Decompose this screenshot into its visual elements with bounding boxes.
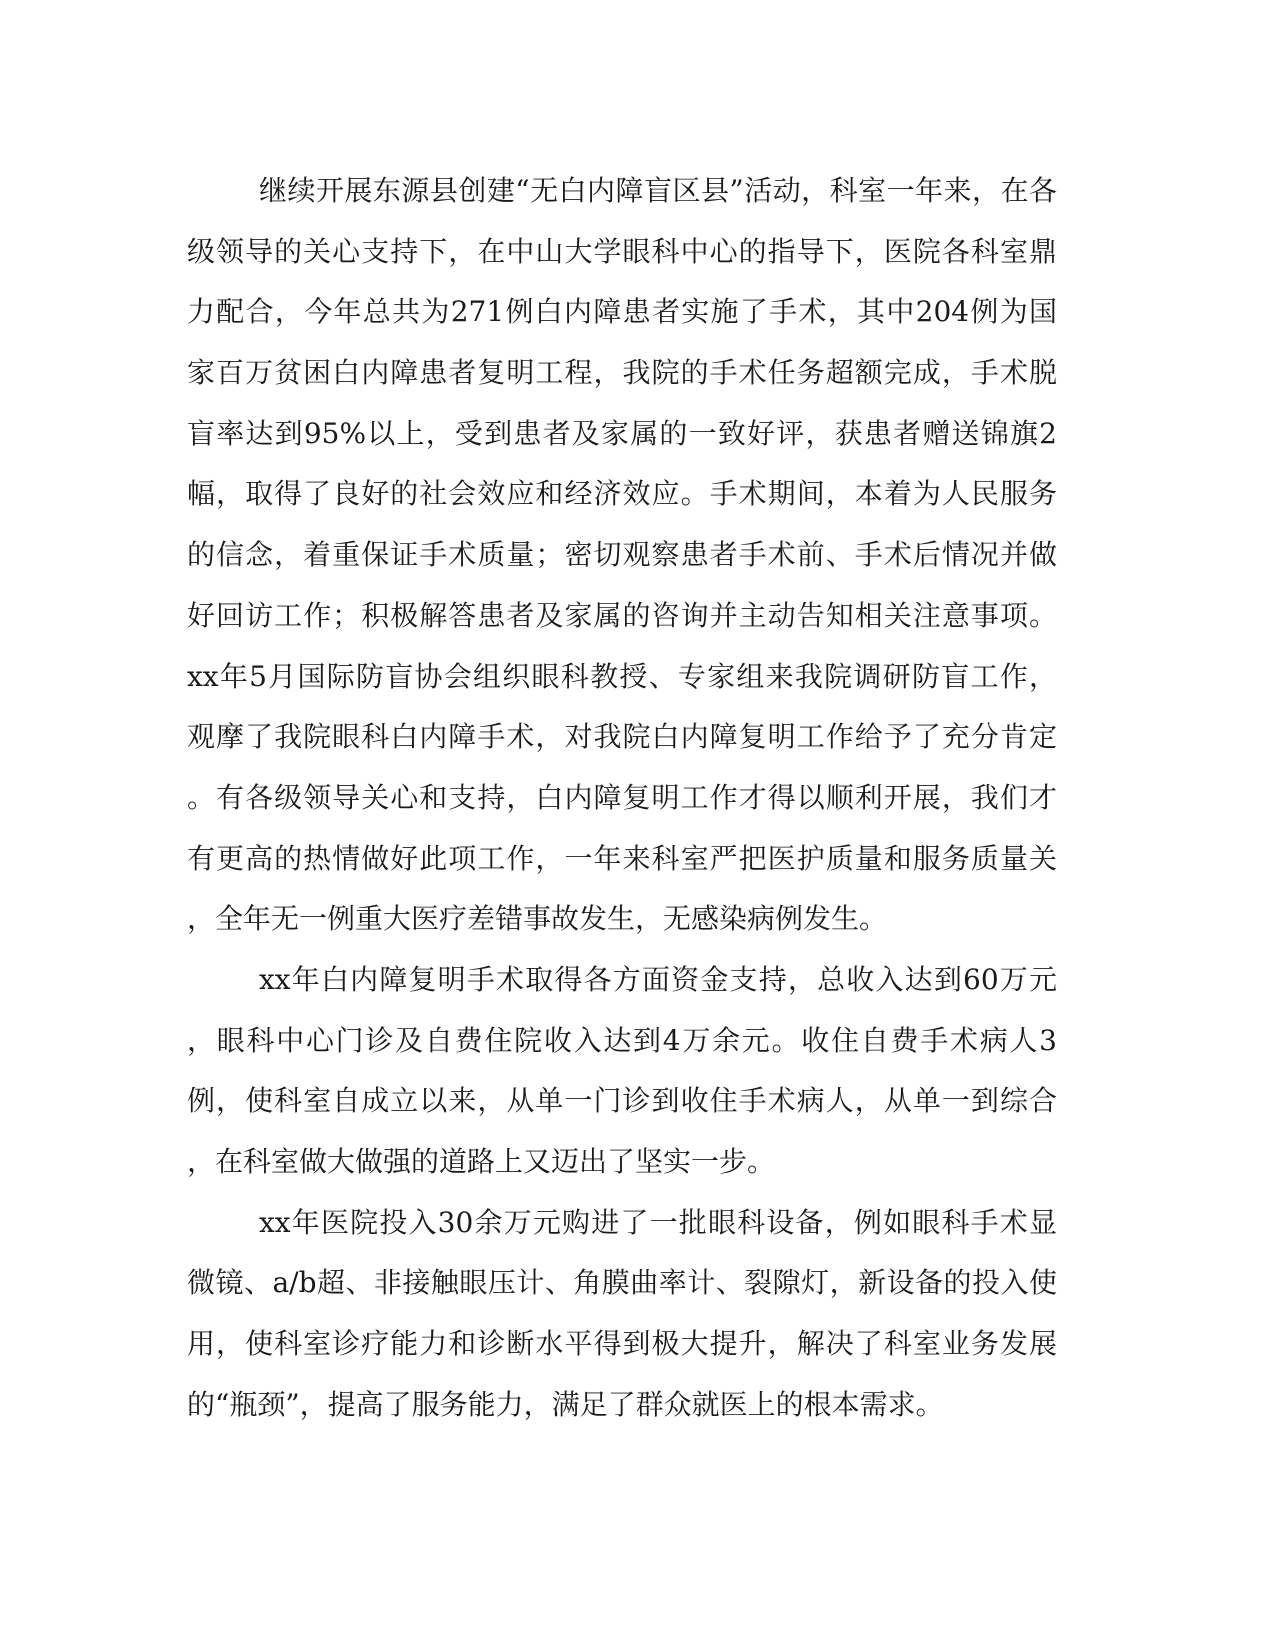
paragraph-line: 继续开展东源县创建“无白内障盲区县”活动，科室一年来，在各 [259, 174, 1057, 207]
paragraph-line: 家百万贫困白内障患者复明工程，我院的手术任务超额完成，手术脱 [187, 356, 1057, 390]
paragraph-line: 例，使科室自成立以来，从单一门诊到收住手术病人，从单一到综合 [187, 1084, 1057, 1118]
paragraph-line: 有更高的热情做好此项工作，一年来科室严把医护质量和服务质量关 [187, 841, 1057, 875]
paragraph-line: 力配合，今年总共为271例白内障患者实施了手术，其中204例为国 [187, 295, 1057, 329]
paragraph-line: xx年5月国际防盲协会组织眼科教授、专家组来我院调研防盲工作， [187, 659, 1057, 693]
paragraph-line: 级领导的关心支持下，在中山大学眼科中心的指导下，医院各科室鼎 [187, 234, 1057, 268]
paragraph-line: 微镜、a/b超、非接触眼压计、角膜曲率计、裂隙灯，新设备的投入使 [187, 1266, 1057, 1300]
paragraph-line: 观摩了我院眼科白内障手术，对我院白内障复明工作给予了充分肯定 [187, 720, 1057, 754]
paragraph-line: ，在科室做大做强的道路上又迈出了坚实一步。 [187, 1145, 776, 1178]
paragraph-line: 的“瓶颈”，提高了服务能力，满足了群众就医上的根本需求。 [187, 1387, 944, 1421]
paragraph-line: 盲率达到95%以上，受到患者及家属的一致好评，获患者赠送锦旗2 [187, 416, 1057, 450]
paragraph-line: xx年医院投入30余万元购进了一批眼科设备，例如眼科手术显 [259, 1205, 1057, 1239]
paragraph-line: 。有各级领导关心和支持，白内障复明工作才得以顺利开展，我们才 [187, 780, 1057, 814]
paragraph-line: ，眼科中心门诊及自费住院收入达到4万余元。收住自费手术病人3 [187, 1023, 1057, 1057]
paragraph-line: 幅，取得了良好的社会效应和经济效应。手术期间，本着为人民服务 [187, 477, 1057, 511]
paragraph-line: xx年白内障复明手术取得各方面资金支持，总收入达到60万元 [259, 962, 1057, 996]
paragraph-line: 好回访工作；积极解答患者及家属的咨询并主动告知相关注意事项。 [187, 598, 1057, 632]
document-body [187, 161, 1057, 1435]
paragraph-line: ，全年无一例重大医疗差错事故发生，无感染病例发生。 [187, 902, 888, 936]
paragraph-line: 的信念，着重保证手术质量；密切观察患者手术前、手术后情况并做 [187, 538, 1057, 572]
paragraph-line: 用，使科室诊疗能力和诊断水平得到极大提升，解决了科室业务发展 [187, 1327, 1057, 1361]
